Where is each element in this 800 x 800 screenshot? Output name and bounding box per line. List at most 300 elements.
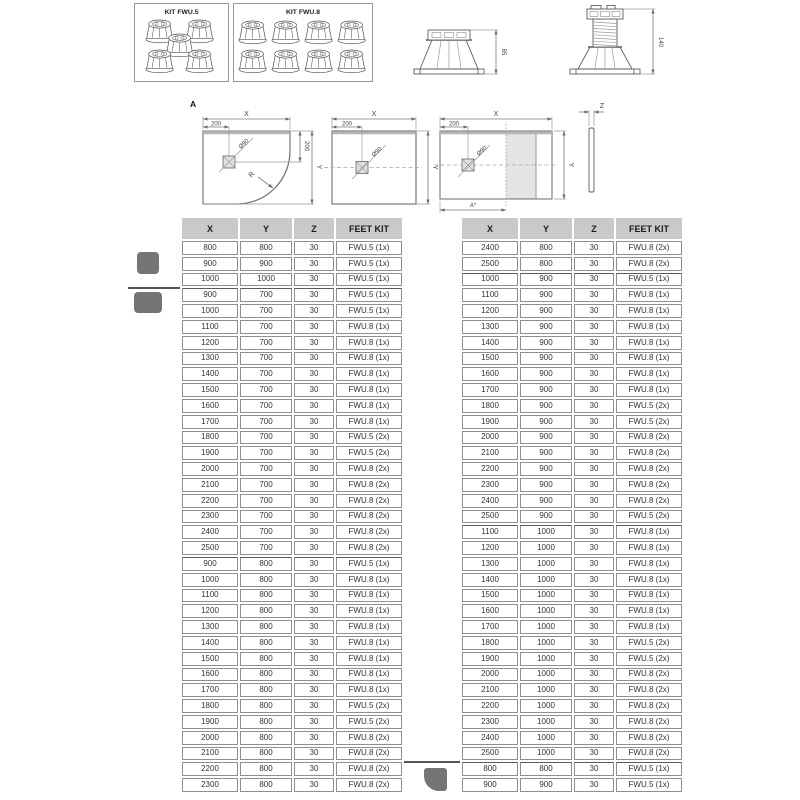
table-cell: FWU.8 (1x) (336, 636, 402, 650)
table-cell: 700 (240, 367, 292, 381)
table-cell: 800 (240, 652, 292, 666)
table-row (182, 699, 402, 713)
table-cell: 800 (520, 241, 572, 255)
table-cell: 30 (294, 668, 334, 682)
table-cell: 700 (240, 525, 292, 539)
table-cell: 700 (240, 494, 292, 508)
table-cell: 800 (240, 573, 292, 587)
table-cell: 30 (574, 320, 614, 334)
table-cell: 1600 (182, 399, 238, 413)
table-cell: 1000 (520, 636, 572, 650)
kit-fwu8-diagram (234, 4, 372, 81)
table-cell: 700 (240, 399, 292, 413)
table-cell: 30 (574, 241, 614, 255)
table-cell: 2400 (462, 731, 518, 745)
table-row (182, 762, 402, 776)
table-cell: FWU.8 (1x) (336, 352, 402, 366)
table-cell: 30 (574, 683, 614, 697)
table-cell: 700 (240, 320, 292, 334)
table-cell: 30 (574, 636, 614, 650)
table-cell: 900 (182, 288, 238, 302)
table-cell: 1100 (182, 589, 238, 603)
rect-y-label: Y (567, 162, 574, 168)
col-header-z: Z (574, 218, 614, 239)
table-row (462, 525, 682, 539)
corner-drain-label: Ø90 (238, 138, 251, 151)
table-cell: 700 (240, 336, 292, 350)
table-row (462, 415, 682, 429)
table-cell: 900 (520, 415, 572, 429)
table-cell: FWU.5 (1x) (336, 273, 402, 287)
table-row (182, 399, 402, 413)
table-cell: 800 (182, 241, 238, 255)
col-header-x: X (182, 218, 238, 239)
table-row (182, 747, 402, 761)
table-cell: 30 (294, 367, 334, 381)
table-cell: 30 (294, 352, 334, 366)
corner-tray-drawing (185, 96, 320, 214)
table-cell: FWU.5 (2x) (336, 699, 402, 713)
table-cell: 2100 (182, 478, 238, 492)
table-cell: 700 (240, 462, 292, 476)
table-row (182, 715, 402, 729)
table-cell: 30 (574, 573, 614, 587)
table-cell: 800 (240, 683, 292, 697)
table-cell: 800 (240, 241, 292, 255)
table-row (182, 415, 402, 429)
table-cell: 800 (240, 715, 292, 729)
square-y-label: Y (431, 165, 438, 170)
table-cell: 30 (294, 431, 334, 445)
col-header-y: Y (240, 218, 292, 239)
table-cell: 30 (294, 494, 334, 508)
table-cell: FWU.8 (2x) (616, 431, 682, 445)
table-row (462, 367, 682, 381)
table-cell: 1100 (182, 320, 238, 334)
table-cell: 30 (574, 589, 614, 603)
section-a-label: A (190, 99, 197, 109)
table-cell: 700 (240, 415, 292, 429)
table-cell: 30 (574, 715, 614, 729)
table-cell: 1800 (182, 431, 238, 445)
table-cell: 800 (520, 762, 572, 776)
table-cell: 1100 (462, 288, 518, 302)
table-cell: 1200 (462, 304, 518, 318)
table-row (182, 431, 402, 445)
table-cell: 30 (294, 573, 334, 587)
table-cell: 900 (520, 510, 572, 524)
table-cell: 1400 (182, 367, 238, 381)
table-cell: FWU.8 (2x) (616, 462, 682, 476)
table-cell: FWU.8 (1x) (616, 352, 682, 366)
table-row (462, 762, 682, 776)
table-cell: 1000 (520, 620, 572, 634)
table-cell: 2200 (462, 462, 518, 476)
table-cell: FWU.8 (1x) (616, 589, 682, 603)
table-cell: 2400 (462, 241, 518, 255)
table-cell: FWU.8 (1x) (616, 525, 682, 539)
table-cell: 800 (240, 620, 292, 634)
table-cell: 30 (574, 652, 614, 666)
table-cell: 1400 (462, 336, 518, 350)
pedestal-tall-drawing (562, 2, 667, 82)
kit-fwu5-box (134, 3, 229, 82)
table-cell: FWU.8 (2x) (616, 494, 682, 508)
table-cell: 2300 (462, 478, 518, 492)
kit-fwu5-diagram (135, 4, 228, 81)
table-cell: 1000 (182, 273, 238, 287)
table-cell: 700 (240, 431, 292, 445)
table-cell: 30 (574, 304, 614, 318)
table-cell: 900 (182, 257, 238, 271)
table-cell: 30 (294, 683, 334, 697)
table-cell: FWU.5 (1x) (616, 273, 682, 287)
table-row (462, 715, 682, 729)
table-cell: FWU.5 (2x) (336, 431, 402, 445)
table-cell: 1000 (520, 589, 572, 603)
table-cell: 30 (574, 273, 614, 287)
table-cell: 800 (240, 747, 292, 761)
table-row (462, 652, 682, 666)
table-cell: 30 (294, 652, 334, 666)
table-cell: FWU.5 (1x) (336, 257, 402, 271)
table-cell: 1700 (462, 620, 518, 634)
table-cell: FWU.8 (2x) (616, 731, 682, 745)
table-cell: 30 (574, 478, 614, 492)
table-cell: 1500 (462, 352, 518, 366)
table-row (182, 257, 402, 271)
table-row (182, 557, 402, 571)
table-cell: 2000 (462, 668, 518, 682)
table-cell: 900 (520, 431, 572, 445)
table-row (182, 383, 402, 397)
table-cell: FWU.8 (2x) (616, 683, 682, 697)
table-cell: 30 (574, 257, 614, 271)
table-row (462, 336, 682, 350)
table-cell: 900 (520, 494, 572, 508)
corner-radius-label: R (247, 170, 257, 180)
table-cell: FWU.8 (1x) (616, 367, 682, 381)
corner-offset-right-label: 200 (303, 140, 309, 152)
table-cell: 1000 (520, 715, 572, 729)
table-cell: 1900 (182, 715, 238, 729)
table-cell: 1500 (182, 383, 238, 397)
table-cell: 800 (520, 257, 572, 271)
table-cell: 30 (574, 336, 614, 350)
table-cell: 1000 (520, 557, 572, 571)
table-row (462, 320, 682, 334)
table-cell: FWU.8 (2x) (336, 494, 402, 508)
table-cell: 2300 (182, 510, 238, 524)
table-cell: 800 (240, 731, 292, 745)
table-cell: 900 (520, 778, 572, 792)
table-row (182, 541, 402, 555)
table-cell: 800 (240, 699, 292, 713)
table-cell: 30 (294, 241, 334, 255)
table-header-row (182, 218, 402, 239)
foot-icon (272, 21, 299, 44)
table-cell: 1900 (182, 446, 238, 460)
table-cell: 1000 (520, 731, 572, 745)
table-row (462, 636, 682, 650)
square-drain-label: Ø90 (371, 146, 384, 159)
table-cell: 700 (240, 383, 292, 397)
table-cell: FWU.8 (2x) (336, 541, 402, 555)
table-row (462, 683, 682, 697)
table-row (182, 652, 402, 666)
table-cell: 2400 (182, 525, 238, 539)
table-cell: 800 (240, 557, 292, 571)
table-row (182, 636, 402, 650)
tray-shaded-zone (506, 133, 536, 199)
table-cell: FWU.5 (1x) (336, 557, 402, 571)
table-cell: 900 (462, 778, 518, 792)
section-divider-line (128, 287, 180, 289)
table-cell: 30 (294, 604, 334, 618)
table-cell: 800 (240, 762, 292, 776)
table-cell: 30 (574, 604, 614, 618)
table-row (182, 336, 402, 350)
table-row (182, 510, 402, 524)
table-cell: 1500 (462, 589, 518, 603)
foot-icon (272, 50, 299, 73)
table-cell: 1600 (462, 604, 518, 618)
table-cell: 30 (294, 288, 334, 302)
table-cell: FWU.8 (1x) (336, 320, 402, 334)
table-cell: 2500 (462, 257, 518, 271)
table-cell: 900 (520, 273, 572, 287)
table-row (462, 541, 682, 555)
table-cell: 800 (240, 604, 292, 618)
table-cell: 30 (294, 446, 334, 460)
table-cell: 1200 (182, 336, 238, 350)
table-row (462, 478, 682, 492)
table-row (462, 557, 682, 571)
table-cell: 2500 (182, 541, 238, 555)
table-cell: 30 (294, 304, 334, 318)
corner-x-label: X (244, 111, 249, 118)
table-cell: FWU.5 (2x) (616, 415, 682, 429)
table-cell: 700 (240, 510, 292, 524)
table-cell: FWU.8 (2x) (616, 668, 682, 682)
table-cell: FWU.5 (2x) (616, 399, 682, 413)
pedestal-tall-height-label: 140 (657, 36, 663, 48)
col-header-feet-kit: FEET KIT (336, 218, 402, 239)
table-cell: 2300 (462, 715, 518, 729)
table-cell: 1500 (182, 652, 238, 666)
table-cell: 700 (240, 478, 292, 492)
table-cell: 30 (294, 525, 334, 539)
corner-tray-icon (424, 768, 447, 791)
table-cell: FWU.5 (2x) (616, 510, 682, 524)
table-cell: FWU.8 (2x) (336, 731, 402, 745)
table-cell: FWU.8 (2x) (616, 478, 682, 492)
table-cell: FWU.8 (2x) (616, 747, 682, 761)
table-cell: FWU.8 (2x) (336, 525, 402, 539)
table-cell: 900 (520, 446, 572, 460)
table-cell: FWU.5 (2x) (616, 636, 682, 650)
table-cell: 30 (574, 699, 614, 713)
table-cell: FWU.8 (1x) (336, 367, 402, 381)
pedestal-short-height-label: 85 (500, 48, 506, 56)
table-cell: 30 (574, 383, 614, 397)
table-row (462, 510, 682, 524)
foot-icon (239, 50, 266, 73)
table-cell: 30 (574, 525, 614, 539)
table-row (182, 367, 402, 381)
table-cell: FWU.8 (2x) (336, 762, 402, 776)
table-cell: 30 (294, 620, 334, 634)
table-cell: FWU.8 (2x) (616, 446, 682, 460)
table-row (182, 446, 402, 460)
table-cell: 700 (240, 288, 292, 302)
table-row (182, 273, 402, 287)
table-cell: 900 (520, 383, 572, 397)
size-table-right (460, 216, 684, 794)
table-cell: 2000 (462, 431, 518, 445)
table-cell: 1000 (520, 652, 572, 666)
table-cell: 1300 (462, 557, 518, 571)
table-cell: 1700 (462, 383, 518, 397)
table-cell: 30 (574, 731, 614, 745)
table-row (182, 683, 402, 697)
table-cell: 30 (574, 778, 614, 792)
table-cell: FWU.8 (1x) (336, 415, 402, 429)
kit-fwu8-box (233, 3, 373, 82)
table-row (462, 288, 682, 302)
table-row (182, 320, 402, 334)
table-cell: FWU.8 (1x) (336, 604, 402, 618)
table-cell: 900 (520, 304, 572, 318)
table-row (462, 573, 682, 587)
size-table-left (180, 216, 404, 794)
table-cell: FWU.8 (1x) (336, 652, 402, 666)
corner-offset-label: 200 (210, 121, 222, 128)
foot-icon (338, 21, 365, 44)
table-cell: FWU.8 (1x) (616, 541, 682, 555)
table-row (182, 304, 402, 318)
table-cell: 30 (294, 462, 334, 476)
rect-tray-drawing (430, 96, 580, 218)
table-row (462, 731, 682, 745)
table-row (462, 431, 682, 445)
table-row (462, 304, 682, 318)
table-cell: 1000 (520, 699, 572, 713)
table-cell: FWU.8 (1x) (336, 589, 402, 603)
table-cell: FWU.8 (2x) (336, 510, 402, 524)
table-row (462, 273, 682, 287)
table-cell: 1100 (462, 525, 518, 539)
table-cell: FWU.8 (1x) (616, 336, 682, 350)
col-header-y: Y (520, 218, 572, 239)
table-row (462, 383, 682, 397)
table-cell: 1000 (520, 683, 572, 697)
table-cell: FWU.5 (2x) (336, 446, 402, 460)
foot-icon (305, 50, 332, 73)
table-cell: 30 (294, 383, 334, 397)
table-cell: 30 (294, 478, 334, 492)
table-cell: 30 (574, 367, 614, 381)
table-cell: FWU.8 (2x) (336, 462, 402, 476)
table-cell: 2200 (462, 699, 518, 713)
table-cell: FWU.8 (1x) (616, 604, 682, 618)
table-row (462, 446, 682, 460)
table-cell: 900 (520, 352, 572, 366)
table-row (182, 604, 402, 618)
table-cell: 700 (240, 541, 292, 555)
table-cell: 30 (294, 541, 334, 555)
table-cell: 30 (574, 668, 614, 682)
table-cell: 30 (294, 589, 334, 603)
profile-z-label: Z (599, 103, 605, 110)
table-cell: 30 (294, 557, 334, 571)
square-x-label: X (371, 111, 377, 118)
table-cell: 2000 (182, 731, 238, 745)
table-cell: FWU.8 (2x) (616, 699, 682, 713)
table-cell: 30 (294, 636, 334, 650)
table-cell: 30 (294, 510, 334, 524)
table-cell: 2400 (462, 494, 518, 508)
table-row (182, 241, 402, 255)
table-row (182, 668, 402, 682)
table-cell: 800 (240, 668, 292, 682)
table-row (182, 525, 402, 539)
table-cell: 2200 (182, 494, 238, 508)
section-divider-line (404, 761, 460, 763)
table-cell: 1000 (520, 747, 572, 761)
rect-drain-label: Ø90 (476, 145, 489, 158)
table-cell: 1200 (182, 604, 238, 618)
rect-offset-label: 200 (448, 121, 460, 128)
table-row (182, 478, 402, 492)
table-cell: 30 (294, 715, 334, 729)
table-cell: 30 (294, 399, 334, 413)
corner-y-label: Y (315, 164, 322, 170)
table-cell: 30 (294, 415, 334, 429)
table-cell: 30 (294, 778, 334, 792)
table-cell: FWU.8 (1x) (616, 557, 682, 571)
table-cell: 1000 (520, 604, 572, 618)
table-cell: 30 (574, 541, 614, 555)
table-row (462, 778, 682, 792)
table-cell: 900 (240, 257, 292, 271)
table-cell: 30 (574, 747, 614, 761)
table-cell: 700 (240, 304, 292, 318)
table-cell: FWU.8 (1x) (336, 683, 402, 697)
table-row (462, 257, 682, 271)
table-cell: 900 (520, 399, 572, 413)
table-header-row (462, 218, 682, 239)
table-cell: 2500 (462, 747, 518, 761)
foot-icon (338, 50, 365, 73)
table-cell: 1000 (182, 573, 238, 587)
table-cell: 1700 (182, 683, 238, 697)
table-row (182, 462, 402, 476)
table-cell: 2000 (182, 462, 238, 476)
table-cell: FWU.5 (1x) (616, 762, 682, 776)
table-cell: 1000 (182, 304, 238, 318)
square-offset-label: 200 (341, 121, 353, 128)
table-cell: 30 (574, 288, 614, 302)
table-cell: 30 (574, 415, 614, 429)
rect-tray-icon (134, 292, 162, 313)
table-row (182, 778, 402, 792)
table-cell: FWU.8 (2x) (616, 715, 682, 729)
table-cell: 1000 (520, 668, 572, 682)
table-cell: 1300 (462, 320, 518, 334)
table-row (462, 747, 682, 761)
table-cell: 1800 (182, 699, 238, 713)
